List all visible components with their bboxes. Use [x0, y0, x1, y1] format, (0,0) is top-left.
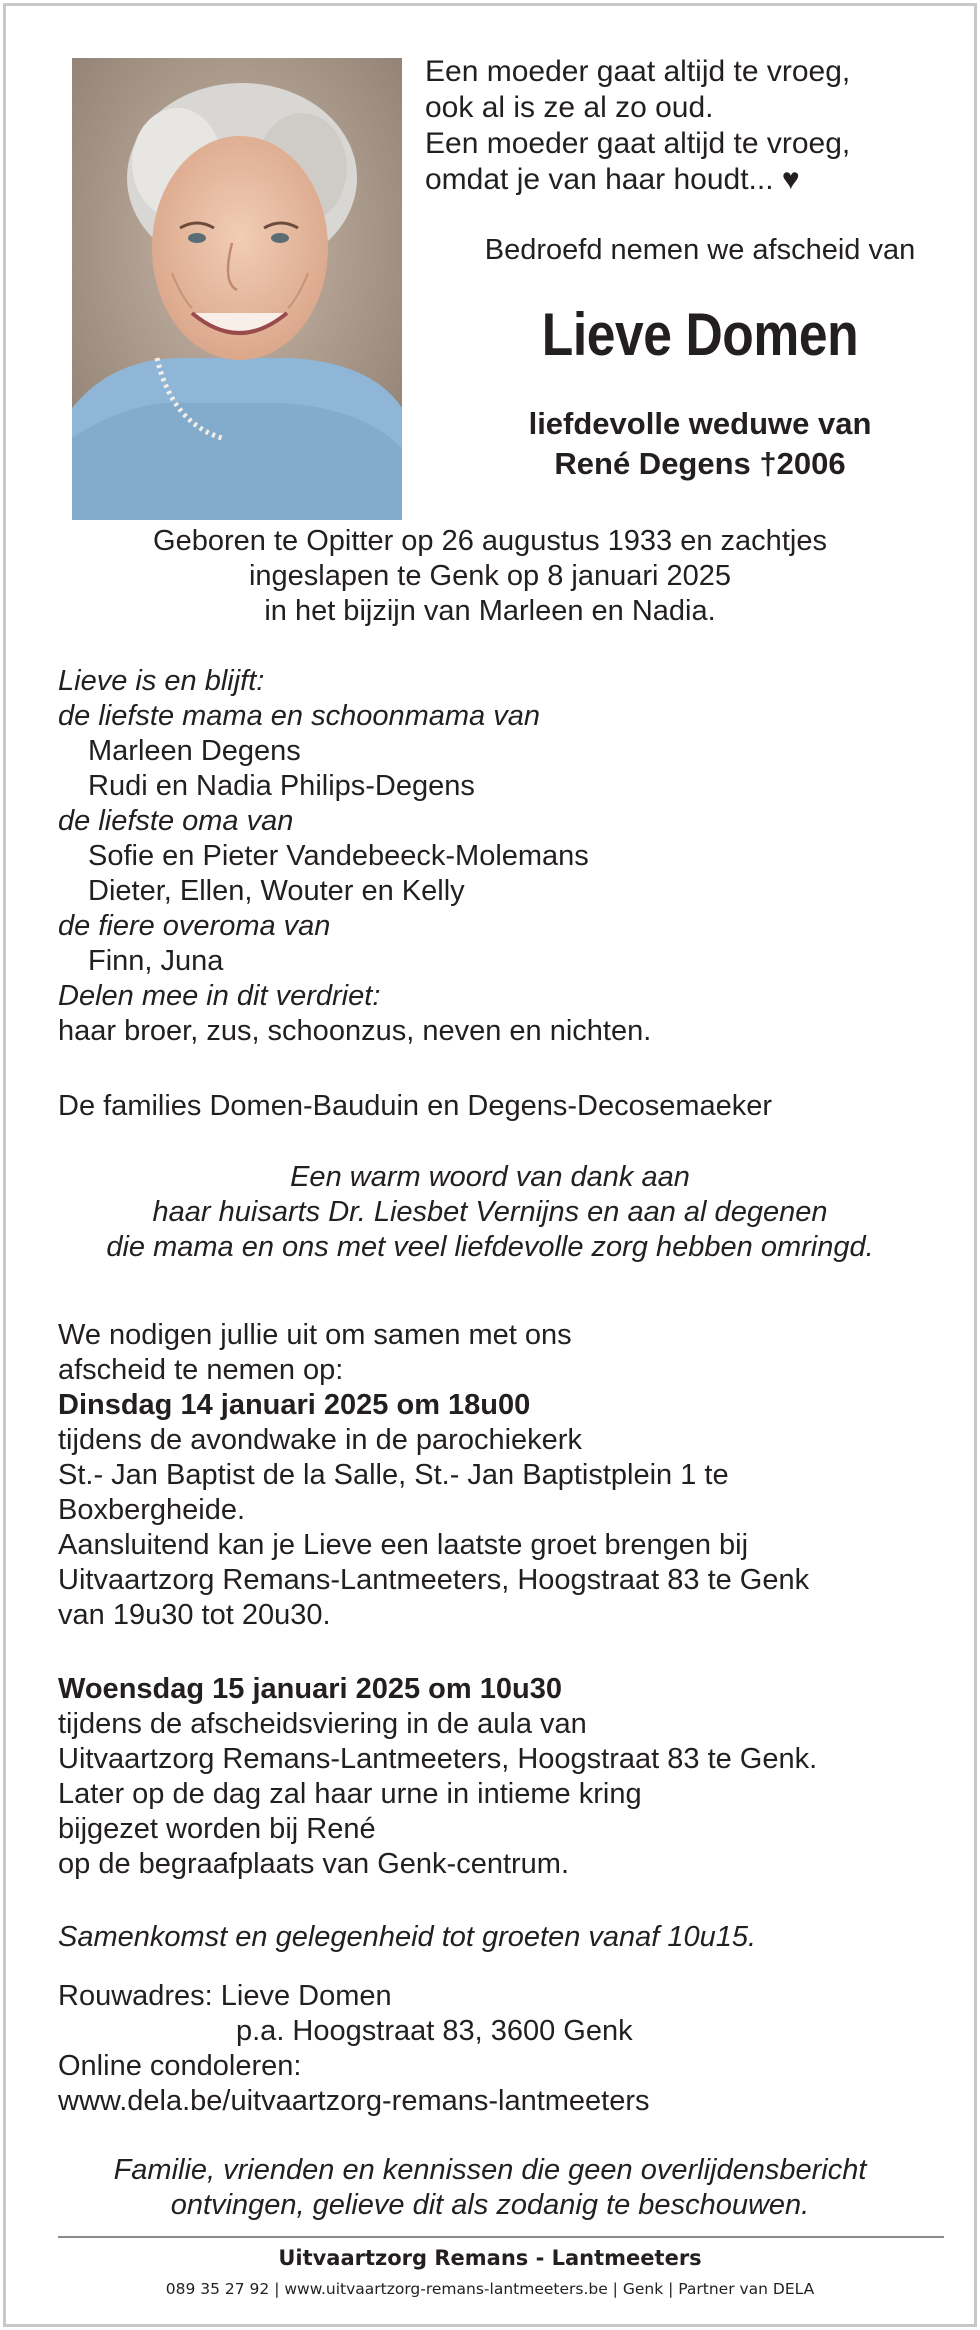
born-line: Geboren te Opitter op 26 augustus 1933 en zachtjes: [153, 525, 827, 557]
child: Marleen Degens: [88, 735, 301, 767]
wake-line: tijdens de avondwake in de parochiekerk: [58, 1424, 582, 1456]
mama-label: de liefste mama en schoonmama van: [58, 700, 540, 732]
funeral-section: [58, 1672, 938, 1882]
wake-line: St.- Jan Baptist de la Salle, St.- Jan Baptistplein 1 te: [58, 1459, 729, 1491]
intro-text: Bedroefd nemen we afscheid van: [484, 234, 916, 266]
thanks-line: haar huisarts Dr. Liesbet Vernijns en aan al degenen: [152, 1196, 828, 1228]
wake-line: van 19u30 tot 20u30.: [58, 1599, 331, 1631]
poem-line: omdat je van haar houdt... ♥: [425, 163, 800, 196]
address-line: p.a. Hoogstraat 83, 3600 Genk: [236, 2015, 633, 2047]
family-heading: Lieve is en blijft:: [58, 665, 265, 697]
poem-line: Een moeder gaat altijd te vroeg,: [425, 55, 851, 88]
wake-line: Aansluitend kan je Lieve een laatste groet brengen bij: [58, 1529, 749, 1561]
poem-line: ook al is ze al zo oud.: [425, 91, 714, 124]
families-line: De families Domen-Bauduin en Degens-Decosemaeker: [58, 1090, 773, 1122]
address-label: Rouwadres: Lieve Domen: [58, 1980, 392, 2012]
thanks-line: die mama en ons met veel liefdevolle zorg hebben omringd.: [106, 1231, 874, 1263]
final-line: ontvingen, gelieve dit als zodanig te beschouwen.: [170, 2189, 810, 2221]
funeral-date: Woensdag 15 januari 2025 om 10u30: [58, 1673, 562, 1705]
family-section: [58, 664, 938, 1049]
grandchild: Dieter, Ellen, Wouter en Kelly: [88, 875, 465, 907]
spouse-line: liefdevolle weduwe van: [528, 406, 872, 441]
wake-date: Dinsdag 14 januari 2025 om 18u00: [58, 1389, 531, 1421]
invite-line: afscheid te nemen op:: [58, 1354, 344, 1386]
grandchild: Sofie en Pieter Vandebeeck-Molemans: [88, 840, 589, 872]
thanks-section: [0, 1160, 980, 1265]
funeral-line: Later op de dag zal haar urne in intieme kring: [58, 1778, 642, 1810]
share-label: Delen mee in dit verdriet:: [58, 980, 381, 1012]
funeral-line: bijgezet worden bij René: [58, 1813, 376, 1845]
footer-info: 089 35 27 92 | www.uitvaartzorg-remans-lantmeeters.be | Genk | Partner van DELA: [165, 2280, 815, 2298]
oma-label: de liefste oma van: [58, 805, 294, 837]
portrait-photo: [72, 58, 402, 520]
gathering-text: Samenkomst en gelegenheid tot groeten vanaf 10u15.: [58, 1921, 757, 1953]
spouse-info: [400, 404, 980, 484]
funeral-line: tijdens de afscheidsviering in de aula van: [58, 1708, 587, 1740]
share-text: haar broer, zus, schoonzus, neven en nichten.: [58, 1015, 652, 1047]
invite-line: We nodigen jullie uit om samen met ons: [58, 1319, 572, 1351]
final-notice: [0, 2153, 980, 2223]
child: Rudi en Nadia Philips-Degens: [88, 770, 475, 802]
poem: [425, 54, 945, 198]
final-line: Familie, vrienden en kennissen die geen overlijdensbericht: [113, 2154, 867, 2186]
funeral-line: op de begraafplaats van Genk-centrum.: [58, 1848, 570, 1880]
born-line: in het bijzijn van Marleen en Nadia.: [264, 595, 716, 627]
ceremony-section: [58, 1318, 938, 1633]
wake-line: Boxbergheide.: [58, 1494, 246, 1526]
wake-line: Uitvaartzorg Remans-Lantmeeters, Hoogstraat 83 te Genk: [58, 1564, 810, 1596]
footer-divider: [58, 2236, 944, 2238]
born-line: ingeslapen te Genk op 8 januari 2025: [248, 560, 732, 592]
condolence-label: Online condoleren:: [58, 2050, 302, 2082]
poem-line: Een moeder gaat altijd te vroeg,: [425, 127, 851, 160]
deceased-name: Lieve Domen: [541, 301, 859, 368]
address-section: [58, 1979, 938, 2119]
thanks-line: Een warm woord van dank aan: [290, 1161, 690, 1193]
funeral-line: Uitvaartzorg Remans-Lantmeeters, Hoogstraat 83 te Genk.: [58, 1743, 818, 1775]
condolence-url[interactable]: www.dela.be/uitvaartzorg-remans-lantmeeters: [58, 2085, 650, 2117]
footer-title: Uitvaartzorg Remans - Lantmeeters: [278, 2246, 702, 2270]
birth-death-info: [0, 524, 980, 629]
overoma-label: de fiere overoma van: [58, 910, 331, 942]
great-grandchild: Finn, Juna: [88, 945, 224, 977]
spouse-line: René Degens †2006: [554, 446, 846, 481]
